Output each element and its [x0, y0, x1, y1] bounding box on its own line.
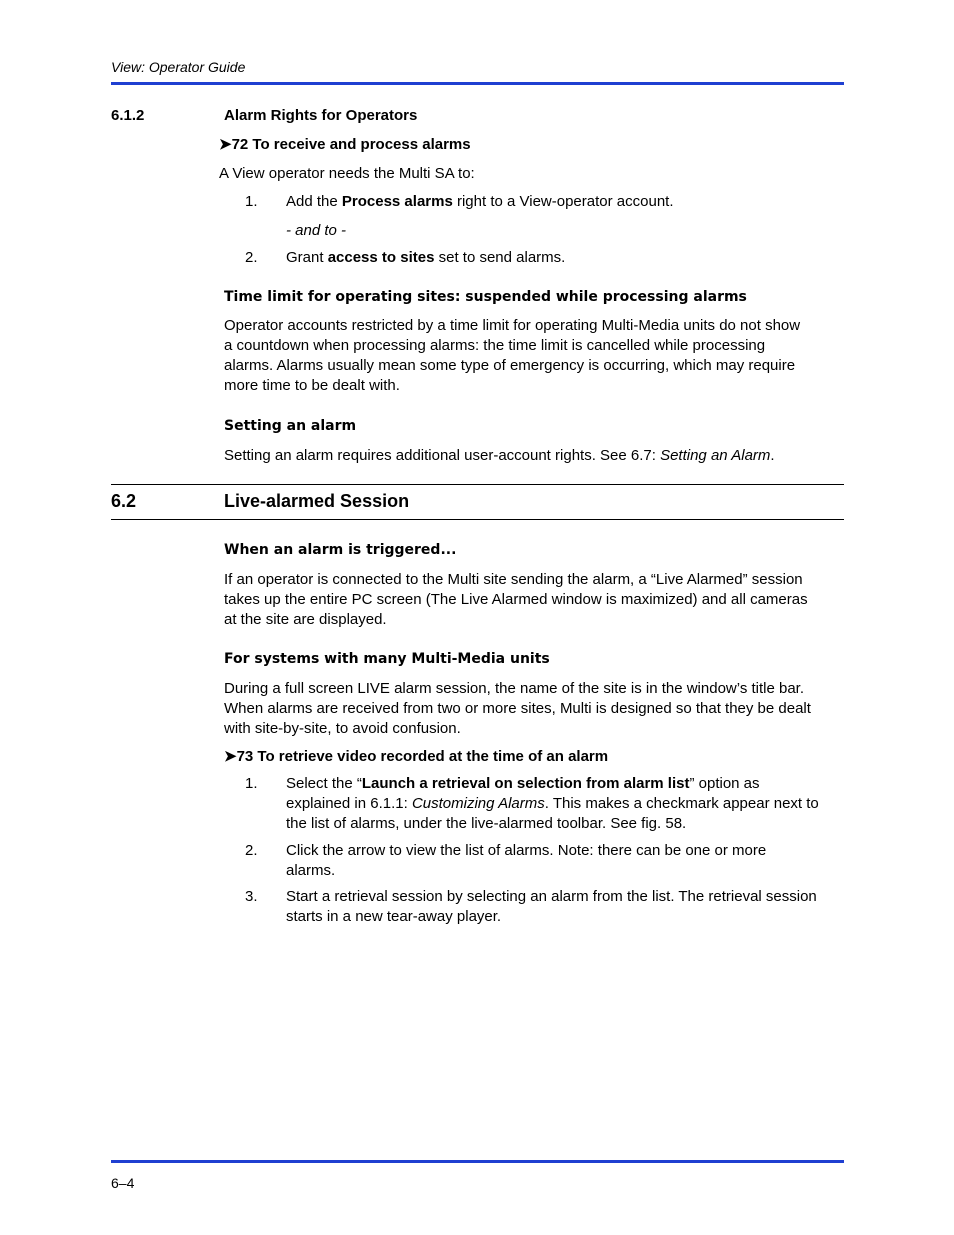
list-number: 1. — [245, 193, 258, 210]
section-number: 6.2 — [111, 491, 137, 511]
list-number: 3. — [245, 888, 258, 905]
item-bold-text: access to sites — [327, 249, 435, 266]
item-text: right to a View-operator account. — [452, 193, 674, 210]
list-item — [286, 192, 846, 212]
paragraph-line: If an operator is connected to the Multi site sending the alarm, a “Live Alarmed” session — [224, 571, 803, 588]
paragraph-line: During a full screen LIVE alarm session, the name of the site is in the window’s title bar. — [224, 680, 805, 697]
procedure-label: 72 To receive and process alarms — [231, 136, 471, 153]
section-title: Alarm Rights for Operators — [224, 107, 418, 124]
paragraph-line: at the site are displayed. — [224, 611, 387, 628]
section-rule-bottom — [111, 519, 844, 520]
item-line: starts in a new tear-away player. — [286, 908, 502, 925]
paragraph-text: . — [770, 447, 775, 464]
header-rule — [111, 82, 844, 85]
list-item — [286, 774, 846, 834]
arrow-icon: ➤ — [224, 748, 237, 765]
and-to-text: - and to - — [286, 222, 347, 239]
item-text: . This makes a checkmark appear next to — [544, 795, 819, 812]
arrow-icon: ➤ — [219, 136, 232, 153]
paragraph-line: with site-by-site, to avoid confusion. — [224, 720, 461, 737]
running-header: View: Operator Guide — [111, 59, 246, 75]
item-line — [286, 794, 846, 814]
item-text: Grant — [286, 249, 328, 266]
paragraph-line: alarms. Alarms usually mean some type of emergency is occurring, which may require — [224, 357, 796, 374]
item-line: the list of alarms, under the live-alarmed toolbar. See fig. 58. — [286, 815, 687, 832]
list-item — [286, 887, 846, 927]
list-item — [286, 248, 846, 268]
item-text: Add the — [286, 193, 342, 210]
paragraph-line: a countdown when processing alarms: the time limit is cancelled while processing — [224, 337, 766, 354]
subheading-many-units: For systems with many Multi-Media units — [224, 651, 550, 667]
procedure-72-heading — [219, 135, 471, 155]
cross-reference-link[interactable]: Setting an Alarm — [660, 447, 771, 464]
time-limit-paragraph — [224, 316, 844, 396]
item-text: ” option as — [689, 775, 760, 792]
footer-rule — [111, 1160, 844, 1163]
paragraph-line: takes up the entire PC screen (The Live Alarmed window is maximized) and all cameras — [224, 591, 808, 608]
item-bold-text: Launch a retrieval on selection from alarm list — [361, 775, 690, 792]
paragraph-text: Setting an alarm requires additional user-account rights. See 6.7: — [224, 447, 661, 464]
intro-paragraph: A View operator needs the Multi SA to: — [219, 165, 475, 182]
item-text: Select the “ — [286, 775, 362, 792]
procedure-label: 73 To retrieve video recorded at the time of an alarm — [236, 748, 609, 765]
and-to-note — [286, 221, 346, 241]
item-bold-text: Process alarms — [341, 193, 453, 210]
paragraph-line: Operator accounts restricted by a time limit for operating Multi-Media units do not show — [224, 317, 801, 334]
item-line: alarms. — [286, 862, 336, 879]
subheading-alarm-triggered: When an alarm is triggered... — [224, 542, 457, 558]
page-number: 6–4 — [111, 1175, 135, 1191]
list-number: 2. — [245, 842, 258, 859]
list-number: 2. — [245, 249, 258, 266]
item-line: Start a retrieval session by selecting an alarm from the list. The retrieval session — [286, 888, 817, 905]
paragraph-line: When alarms are received from two or more sites, Multi is designed so that they be dealt — [224, 700, 811, 717]
section-number: 6.1.2 — [111, 107, 145, 124]
item-line — [286, 774, 846, 794]
paragraph-line: more time to be dealt with. — [224, 377, 400, 394]
subheading-time-limit: Time limit for operating sites: suspended while processing alarms — [224, 289, 747, 305]
list-number: 1. — [245, 775, 258, 792]
list-item — [286, 841, 846, 881]
item-text: set to send alarms. — [434, 249, 566, 266]
many-units-paragraph — [224, 679, 844, 739]
triggered-paragraph — [224, 570, 844, 630]
item-text: explained in 6.1.1: — [286, 795, 412, 812]
item-line: Click the arrow to view the list of alarms. Note: there can be one or more — [286, 842, 767, 859]
setting-alarm-paragraph — [224, 446, 844, 466]
cross-reference-link[interactable]: Customizing Alarms — [411, 795, 545, 812]
procedure-73-heading — [224, 747, 608, 767]
subheading-setting-alarm: Setting an alarm — [224, 418, 357, 434]
section-title: Live-alarmed Session — [224, 491, 410, 511]
section-rule-top — [111, 484, 844, 485]
